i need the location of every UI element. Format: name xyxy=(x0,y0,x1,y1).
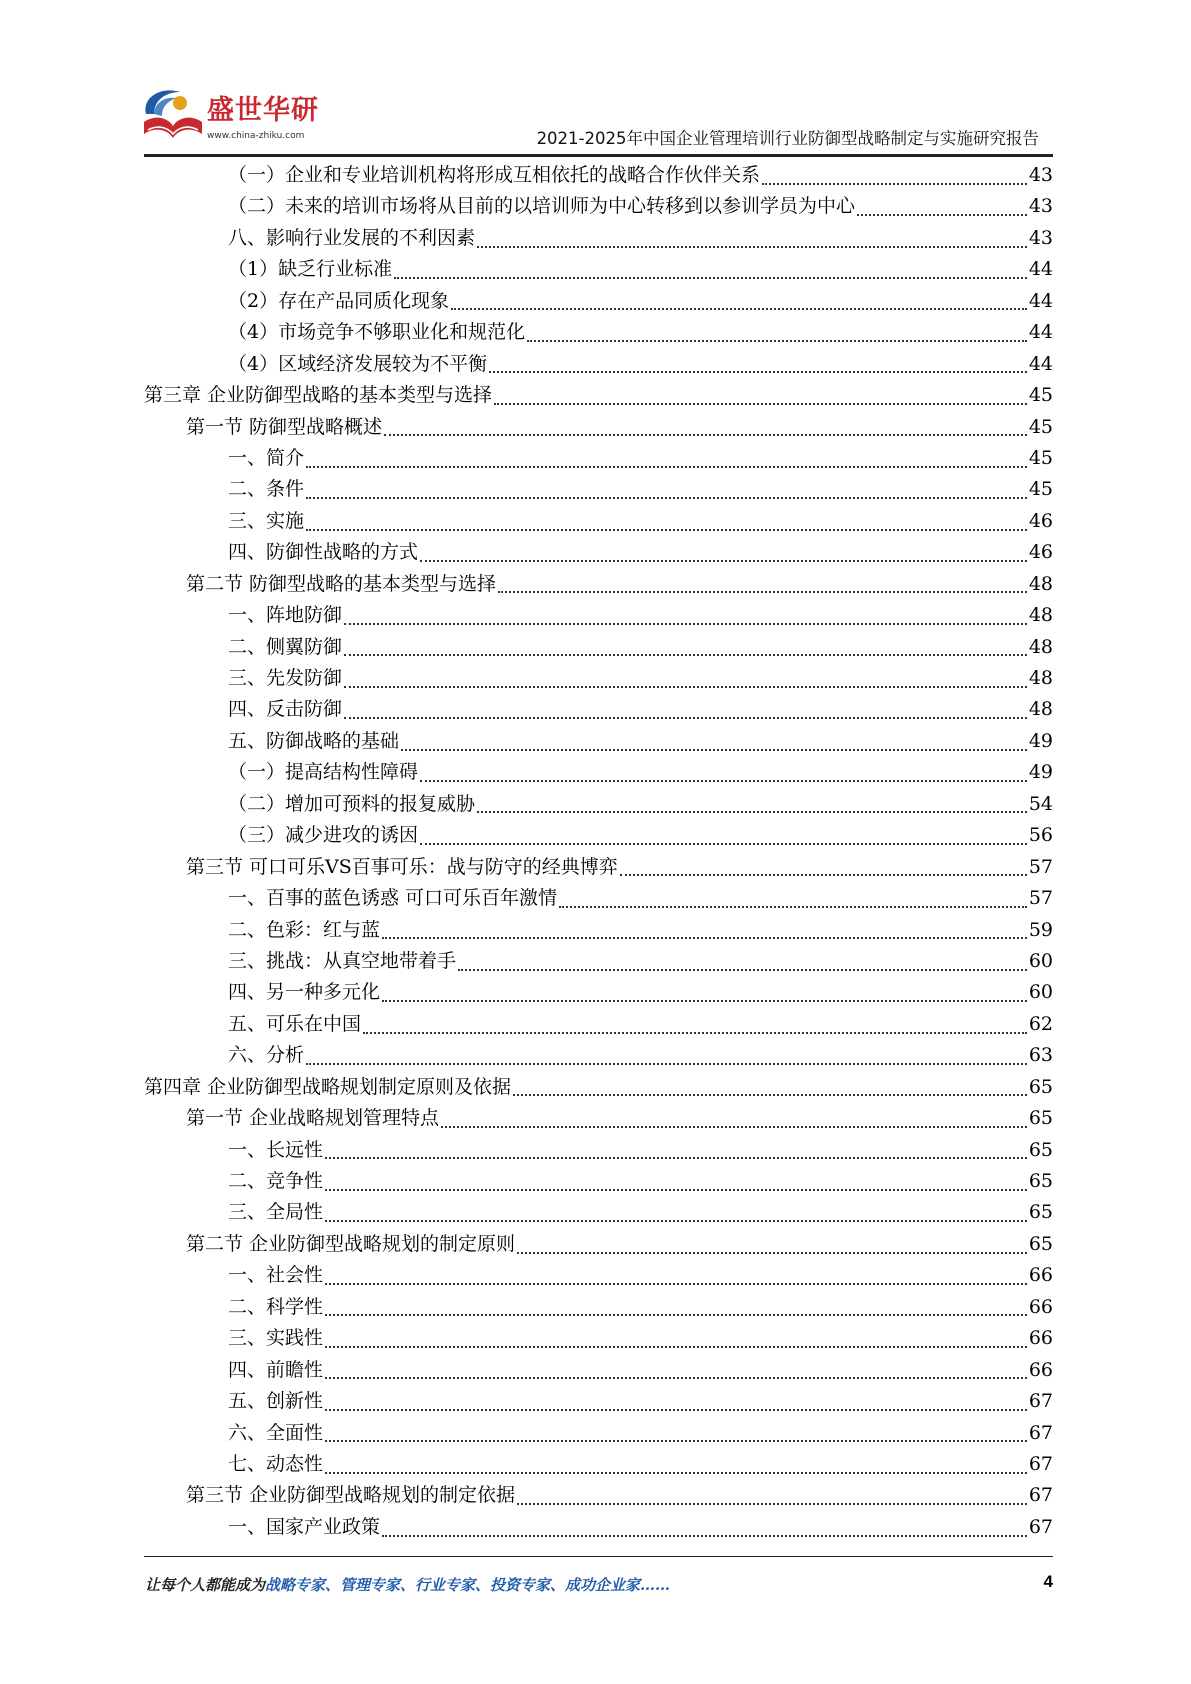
toc-dot-leader xyxy=(325,1183,1027,1191)
toc-entry[interactable] xyxy=(144,977,1053,1008)
report-title: 2021-2025年中国企业管理培训行业防御型战略制定与实施研究报告 xyxy=(536,129,1039,148)
toc-entry-title: 第二节 防御型战略的基本类型与选择 xyxy=(186,572,497,595)
toc-entry-page: 54 xyxy=(1028,792,1053,815)
toc-dot-leader xyxy=(441,1120,1027,1128)
toc-entry-page: 46 xyxy=(1028,509,1053,532)
toc-entry-title: 第三节 企业防御型战略规划的制定依据 xyxy=(186,1484,516,1507)
toc-entry-page: 57 xyxy=(1028,887,1053,910)
toc-dot-leader xyxy=(363,1026,1027,1034)
toc-entry-title: 一、百事的蓝色诱惑 可口可乐百年激情 xyxy=(228,887,558,910)
toc-dot-leader xyxy=(498,585,1027,593)
toc-entry-title: 三、先发防御 xyxy=(228,667,343,689)
toc-entry[interactable] xyxy=(144,726,1053,757)
toc-entry[interactable] xyxy=(144,254,1053,285)
toc-entry-page: 45 xyxy=(1028,478,1053,501)
toc-entry-title: 三、实践性 xyxy=(228,1327,324,1350)
toc-entry-page: 67 xyxy=(1028,1421,1053,1444)
toc-entry-title: 四、前瞻性 xyxy=(228,1358,324,1381)
company-logo xyxy=(140,84,319,148)
toc-entry-page: 46 xyxy=(1028,541,1053,564)
toc-dot-leader xyxy=(382,931,1027,939)
toc-entry-page: 48 xyxy=(1028,572,1053,595)
toc-entry-page: 67 xyxy=(1028,1390,1053,1413)
toc-entry-page: 63 xyxy=(1028,1044,1053,1067)
toc-dot-leader xyxy=(344,648,1027,656)
toc-entry-title: 四、防御性战略的方式 xyxy=(228,541,419,564)
toc-dot-leader xyxy=(451,302,1027,310)
toc-entry-title: （一）提高结构性障碍 xyxy=(228,761,419,784)
toc-entry[interactable] xyxy=(144,1418,1053,1449)
toc-dot-leader xyxy=(325,1340,1027,1348)
toc-entry[interactable] xyxy=(144,1512,1053,1543)
toc-entry[interactable] xyxy=(144,1386,1053,1417)
toc-dot-leader xyxy=(559,900,1027,908)
toc-entry-title: 二、条件 xyxy=(228,478,305,501)
toc-entry-page: 45 xyxy=(1028,415,1053,438)
toc-dot-leader xyxy=(382,1529,1027,1537)
toc-entry-title: 第三章 企业防御型战略的基本类型与选择 xyxy=(144,384,493,407)
toc-entry-title: （三）减少进攻的诱因 xyxy=(228,824,419,847)
toc-entry-title: 第三节 可口可乐VS百事可乐：战与防守的经典博弈 xyxy=(186,855,618,878)
toc-entry[interactable] xyxy=(144,443,1053,474)
toc-entry-page: 66 xyxy=(1028,1358,1053,1381)
toc-entry-page: 44 xyxy=(1028,258,1053,281)
toc-entry[interactable] xyxy=(144,663,1053,694)
toc-dot-leader xyxy=(458,963,1027,971)
toc-entry-title: 六、分析 xyxy=(228,1044,305,1067)
toc-entry-page: 67 xyxy=(1028,1452,1053,1475)
toc-entry[interactable] xyxy=(144,1103,1053,1134)
page-header xyxy=(0,0,1191,160)
toc-entry-title: （二）增加可预料的报复威胁 xyxy=(228,792,476,815)
toc-entry-page: 66 xyxy=(1028,1327,1053,1350)
toc-dot-leader xyxy=(420,774,1027,782)
toc-dot-leader xyxy=(517,1497,1027,1505)
toc-dot-leader xyxy=(762,177,1027,185)
toc-entry-page: 43 xyxy=(1028,164,1053,186)
toc-dot-leader xyxy=(384,428,1027,436)
toc-entry[interactable] xyxy=(144,474,1053,505)
toc-entry-page: 49 xyxy=(1028,729,1053,752)
toc-entry-page: 65 xyxy=(1028,1107,1053,1130)
footer-divider xyxy=(144,1556,1053,1557)
toc-entry[interactable] xyxy=(144,317,1053,348)
toc-entry[interactable] xyxy=(144,1072,1053,1103)
toc-entry-title: 二、竞争性 xyxy=(228,1170,324,1192)
toc-entry[interactable] xyxy=(144,1323,1053,1354)
toc-entry-page: 66 xyxy=(1028,1264,1053,1287)
toc-entry-page: 43 xyxy=(1028,195,1053,218)
toc-dot-leader xyxy=(620,868,1027,876)
toc-entry[interactable] xyxy=(144,1355,1053,1386)
toc-dot-leader xyxy=(325,1434,1027,1442)
toc-entry-page: 65 xyxy=(1028,1232,1053,1255)
toc-entry[interactable] xyxy=(144,757,1053,788)
toc-entry[interactable] xyxy=(144,1135,1053,1166)
toc-entry-page: 67 xyxy=(1028,1484,1053,1507)
toc-entry-title: （2）存在产品同质化现象 xyxy=(228,289,450,312)
toc-entry-title: （4）市场竞争不够职业化和规范化 xyxy=(228,321,526,344)
toc-entry-title: 二、色彩：红与蓝 xyxy=(228,918,381,941)
toc-entry-page: 48 xyxy=(1028,698,1053,721)
toc-entry[interactable] xyxy=(144,1260,1053,1291)
toc-dot-leader xyxy=(325,1214,1027,1222)
toc-dot-leader xyxy=(527,334,1027,342)
toc-entry[interactable] xyxy=(144,915,1053,946)
toc-entry-page: 45 xyxy=(1028,384,1053,407)
toc-entry-page: 59 xyxy=(1028,918,1053,941)
toc-entry[interactable] xyxy=(144,789,1053,820)
toc-dot-leader xyxy=(477,805,1027,813)
toc-dot-leader xyxy=(306,523,1027,531)
toc-entry-title: 二、侧翼防御 xyxy=(228,635,343,658)
toc-entry[interactable] xyxy=(144,1166,1053,1197)
toc-dot-leader xyxy=(477,240,1027,248)
toc-entry-page: 65 xyxy=(1028,1138,1053,1161)
toc-dot-leader xyxy=(325,1151,1027,1159)
toc-entry-page: 44 xyxy=(1028,321,1053,344)
toc-dot-leader xyxy=(325,1466,1027,1474)
page-number: 4 xyxy=(1043,1572,1053,1591)
toc-dot-leader xyxy=(325,1277,1027,1285)
toc-entry-page: 67 xyxy=(1028,1515,1053,1538)
toc-entry-title: 第一节 企业战略规划管理特点 xyxy=(186,1107,440,1130)
toc-dot-leader xyxy=(517,1246,1027,1254)
toc-entry[interactable] xyxy=(144,1197,1053,1228)
toc-entry-page: 65 xyxy=(1028,1170,1053,1192)
toc-entry[interactable] xyxy=(144,946,1053,977)
toc-entry-title: 六、全面性 xyxy=(228,1421,324,1444)
toc-entry-page: 57 xyxy=(1028,855,1053,878)
toc-entry-title: （1）缺乏行业标准 xyxy=(228,258,393,281)
table-of-contents xyxy=(144,160,1053,1543)
toc-entry[interactable] xyxy=(144,600,1053,631)
toc-entry[interactable] xyxy=(144,506,1053,537)
toc-entry-title: 第一节 防御型战略概述 xyxy=(186,415,383,438)
toc-entry[interactable] xyxy=(144,1292,1053,1323)
toc-entry-page: 48 xyxy=(1028,604,1053,627)
toc-entry[interactable] xyxy=(144,1009,1053,1040)
toc-dot-leader xyxy=(420,837,1027,845)
toc-entry-title: 第二节 企业防御型战略规划的制定原则 xyxy=(186,1232,516,1255)
toc-dot-leader xyxy=(857,208,1027,216)
toc-dot-leader xyxy=(382,994,1027,1002)
toc-dot-leader xyxy=(306,491,1027,499)
toc-dot-leader xyxy=(394,271,1027,279)
toc-dot-leader xyxy=(325,1308,1027,1316)
toc-dot-leader xyxy=(344,617,1027,625)
toc-dot-leader xyxy=(306,460,1027,468)
toc-entry-page: 60 xyxy=(1028,981,1053,1004)
toc-entry-title: 五、创新性 xyxy=(228,1390,324,1413)
toc-entry-page: 49 xyxy=(1028,761,1053,784)
toc-entry-page: 48 xyxy=(1028,667,1053,689)
toc-entry-title: 一、长远性 xyxy=(228,1138,324,1161)
logo-url: www.china-zhiku.com xyxy=(207,131,305,141)
toc-entry-title: 四、另一种多元化 xyxy=(228,981,381,1004)
toc-entry-title: 一、简介 xyxy=(228,446,305,469)
toc-dot-leader xyxy=(325,1371,1027,1379)
toc-entry-page: 60 xyxy=(1028,949,1053,972)
toc-entry[interactable] xyxy=(144,380,1053,411)
toc-entry[interactable] xyxy=(144,632,1053,663)
toc-dot-leader xyxy=(306,1057,1027,1065)
toc-dot-leader xyxy=(494,397,1027,405)
toc-entry-title: （一）企业和专业培训机构将形成互相依托的战略合作伙伴关系 xyxy=(228,164,761,186)
toc-entry[interactable] xyxy=(144,349,1053,380)
toc-entry[interactable] xyxy=(144,412,1053,443)
toc-dot-leader xyxy=(489,365,1027,373)
toc-entry-title: 一、社会性 xyxy=(228,1264,324,1287)
footer-slogan xyxy=(145,1574,670,1595)
toc-entry-title: 第四章 企业防御型战略规划制定原则及依据 xyxy=(144,1075,512,1098)
toc-entry[interactable] xyxy=(144,820,1053,851)
toc-entry[interactable] xyxy=(144,569,1053,600)
toc-entry-page: 44 xyxy=(1028,289,1053,312)
toc-dot-leader xyxy=(401,743,1027,751)
toc-entry[interactable] xyxy=(144,1480,1053,1511)
toc-entry-page: 65 xyxy=(1028,1201,1053,1224)
toc-dot-leader xyxy=(344,680,1027,688)
toc-dot-leader xyxy=(420,554,1027,562)
book-logo-icon xyxy=(140,84,206,146)
toc-entry-title: 一、国家产业政策 xyxy=(228,1515,381,1538)
toc-dot-leader xyxy=(325,1403,1027,1411)
toc-entry-title: 三、全局性 xyxy=(228,1201,324,1224)
footer-slogan-prefix: 让每个人都能成为 xyxy=(145,1576,266,1594)
toc-entry-page: 45 xyxy=(1028,446,1053,469)
logo-name: 盛世华研 xyxy=(207,95,319,126)
toc-entry-title: 一、阵地防御 xyxy=(228,604,343,627)
toc-entry-title: 三、实施 xyxy=(228,509,305,532)
toc-entry-page: 44 xyxy=(1028,352,1053,375)
toc-entry-title: （二）未来的培训市场将从目前的以培训师为中心转移到以参训学员为中心 xyxy=(228,195,856,218)
toc-entry-title: 五、可乐在中国 xyxy=(228,1012,362,1035)
toc-entry[interactable] xyxy=(144,160,1053,191)
toc-entry-page: 43 xyxy=(1028,226,1053,249)
toc-entry-title: 五、防御战略的基础 xyxy=(228,729,400,752)
toc-entry[interactable] xyxy=(144,883,1053,914)
toc-entry[interactable] xyxy=(144,1040,1053,1071)
toc-entry[interactable] xyxy=(144,852,1053,883)
toc-entry-title: 七、动态性 xyxy=(228,1452,324,1475)
toc-entry-page: 66 xyxy=(1028,1295,1053,1318)
toc-entry[interactable] xyxy=(144,1449,1053,1480)
toc-dot-leader xyxy=(344,711,1027,719)
toc-entry[interactable] xyxy=(144,223,1053,254)
toc-entry-title: 二、科学性 xyxy=(228,1295,324,1318)
toc-entry-page: 62 xyxy=(1028,1012,1053,1035)
toc-entry-page: 65 xyxy=(1028,1075,1053,1098)
toc-entry[interactable] xyxy=(144,286,1053,317)
toc-entry-title: 三、挑战：从真空地带着手 xyxy=(228,949,457,972)
toc-entry-page: 48 xyxy=(1028,635,1053,658)
toc-entry-title: （4）区域经济发展较为不平衡 xyxy=(228,352,488,375)
toc-entry-title: 四、反击防御 xyxy=(228,698,343,721)
toc-entry[interactable] xyxy=(144,191,1053,222)
toc-dot-leader xyxy=(513,1088,1027,1096)
toc-entry[interactable] xyxy=(144,537,1053,568)
toc-entry-page: 56 xyxy=(1028,824,1053,847)
header-divider xyxy=(144,154,1053,157)
toc-entry[interactable] xyxy=(144,1229,1053,1260)
toc-entry[interactable] xyxy=(144,694,1053,725)
toc-entry-title: 八、影响行业发展的不利因素 xyxy=(228,226,476,249)
footer-slogan-highlight: 战略专家、管理专家、行业专家、投资专家、成功企业家…… xyxy=(265,1576,671,1594)
